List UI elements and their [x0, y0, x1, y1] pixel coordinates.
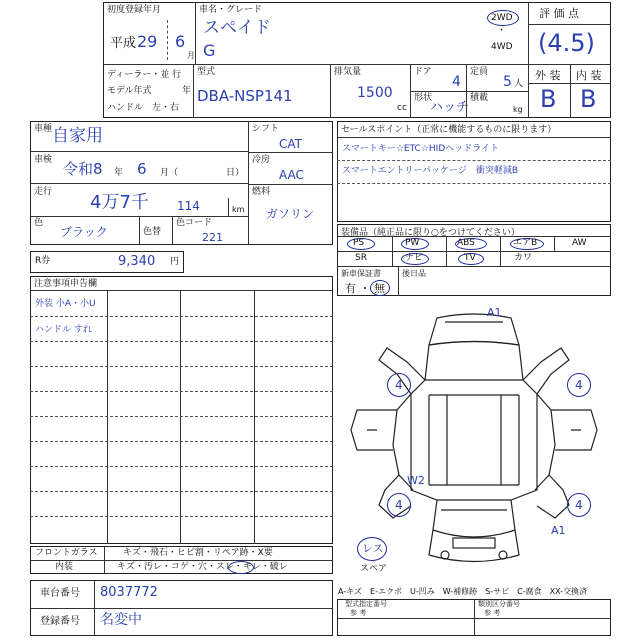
- equip-leather: カワ: [514, 253, 533, 263]
- reg-label: 登録番号: [40, 616, 80, 627]
- handle-label: ハンドル 左・右: [107, 103, 180, 113]
- exterior-grade: B: [540, 85, 557, 113]
- chassis-number: 8037772: [100, 585, 158, 600]
- fuel-label: 燃料: [252, 187, 271, 197]
- r-value: 9,340: [118, 254, 156, 269]
- ac: AAC: [279, 168, 304, 182]
- drive-4wd: 4WD: [491, 42, 513, 52]
- windshield-text: キズ・飛石・ヒビ割・リペア跡・X要: [123, 548, 273, 558]
- mark-a1-top: A1: [487, 306, 502, 319]
- score-label: 評 価 点: [539, 7, 579, 20]
- warranty-label: 新車保証書: [341, 269, 381, 278]
- inspection-month-unit: 月（: [160, 168, 179, 178]
- reg-year: 29: [137, 32, 158, 51]
- capacity-unit: 人: [514, 79, 524, 89]
- tire-rl: 4: [395, 498, 403, 512]
- inspection-era: 令和8: [63, 160, 103, 178]
- drive-2wd: 2WD: [491, 13, 513, 23]
- shape: ハッチ: [430, 100, 470, 115]
- sales-label: セールスポイント（正常に機能するものに限ります）: [341, 125, 557, 135]
- interior-sure-circle: [228, 561, 254, 574]
- model-type-label: 型式: [197, 67, 216, 77]
- damage-legend: A-キズ E-エクボ U-凹み W-補修跡 S-サビ C-腐食 XX-交換済: [338, 587, 588, 596]
- after-label: 後日品: [402, 269, 426, 278]
- mark-w2: W2: [407, 474, 425, 487]
- exterior-label: 外 装: [535, 69, 561, 82]
- interior-label: 内 装: [576, 69, 602, 82]
- inspection-label: 車検: [34, 155, 53, 165]
- equip-ps: PS: [353, 238, 365, 248]
- interior-cond-label: 内装: [55, 562, 74, 572]
- inspection-year-unit: 年: [114, 168, 124, 178]
- spare-label: スペア: [360, 564, 388, 574]
- color-label: 色: [34, 218, 44, 228]
- drive-dot: ・: [497, 26, 507, 36]
- shift: CAT: [279, 137, 302, 151]
- capacity-label: 定員: [470, 67, 489, 77]
- notes-label: 注意事項申告欄: [34, 279, 98, 289]
- car-grade: G: [203, 41, 216, 60]
- chassis-label: 車台番号: [40, 588, 80, 599]
- yen-unit: 円: [170, 257, 180, 267]
- equip-sr: SR: [355, 253, 367, 263]
- kg-unit: kg: [513, 105, 523, 114]
- reg-month: 6: [175, 32, 186, 51]
- usage: 自家用: [52, 126, 103, 146]
- note-line-1: 外装 小A・小U: [35, 299, 96, 309]
- reg-number: 名変中: [100, 612, 142, 628]
- car-name: スペイド: [203, 18, 271, 38]
- windshield-label: フロントガラス: [35, 548, 98, 558]
- shift-label: シフト: [252, 124, 280, 134]
- displacement: 1500: [357, 85, 393, 101]
- load-label: 積載: [470, 93, 489, 103]
- mileage: 4万7千: [90, 192, 149, 213]
- color-code: 221: [202, 231, 223, 244]
- equip-tv: TV: [464, 253, 476, 263]
- spare-circle-text: レス: [362, 542, 384, 555]
- mileage-label: 走行: [34, 187, 53, 197]
- usage-label: 車種: [34, 124, 53, 134]
- shape-label: 形状: [414, 93, 433, 103]
- color-change-label: 色替: [143, 227, 162, 237]
- warranty: 有 ・ 無: [345, 282, 385, 295]
- interior-cond-text: キズ・汚レ・コゲ・穴・スレ・キレ・破レ: [117, 562, 288, 572]
- month-unit: 月: [187, 51, 195, 60]
- score-value: (4.5): [538, 29, 595, 57]
- color-code-label: 色コード: [176, 218, 213, 228]
- year-unit: 年: [182, 86, 192, 96]
- warranty-none-circle: [370, 280, 390, 296]
- ref-2: 参 考: [484, 609, 501, 617]
- mark-a1-rear: A1: [551, 524, 566, 537]
- doors: 4: [452, 74, 461, 90]
- model-type: DBA-NSP141: [197, 87, 293, 105]
- equip-navi: ナビ: [405, 253, 424, 263]
- km-unit: km: [232, 205, 245, 214]
- r-label: R券: [35, 256, 51, 266]
- interior-grade: B: [580, 85, 597, 113]
- equip-pw: PW: [405, 238, 420, 248]
- first-reg-label: 初度登録年月: [107, 5, 162, 15]
- tire-rr: 4: [575, 498, 583, 512]
- cc-unit: cc: [397, 103, 407, 113]
- sales-line-1: スマートキー☆ETC☆HIDヘッドライト: [342, 144, 499, 154]
- fuel: ガソリン: [266, 207, 315, 221]
- sales-line-2: スマートエントリーパッケージ 衝突軽減B: [342, 166, 519, 176]
- capacity: 5: [503, 74, 512, 90]
- equip-airbag: エアB: [513, 238, 538, 248]
- r-ticket-block: [30, 251, 184, 273]
- form-label-2: 類別区分番号: [478, 600, 520, 608]
- ac-label: 冷房: [252, 155, 271, 165]
- form-label-1: 型式指定番号: [345, 600, 387, 608]
- equip-aw: AW: [572, 238, 587, 248]
- displacement-label: 排気量: [334, 67, 362, 77]
- era-label: 平成: [110, 36, 137, 51]
- inspection-month: 6: [137, 160, 147, 178]
- tire-fr: 4: [575, 378, 583, 392]
- model-year-label: モデル年式: [107, 86, 152, 96]
- dealer-label: ディーラー・並 行: [107, 70, 182, 80]
- color: ブラック: [60, 225, 108, 239]
- inspection-day-unit: 日）: [226, 168, 245, 178]
- mileage-small: 114: [177, 199, 200, 213]
- equip-abs: ABS: [457, 238, 475, 248]
- door-label: ドア: [414, 67, 432, 77]
- equipment-label: 装備品（純正品に限り○をつけてください）: [341, 228, 520, 238]
- note-line-2: ハンドル すれ: [35, 325, 92, 335]
- tire-fl: 4: [395, 378, 403, 392]
- ref-1: 参 考: [350, 609, 367, 617]
- name-grade-label: 車名・グレード: [199, 5, 263, 15]
